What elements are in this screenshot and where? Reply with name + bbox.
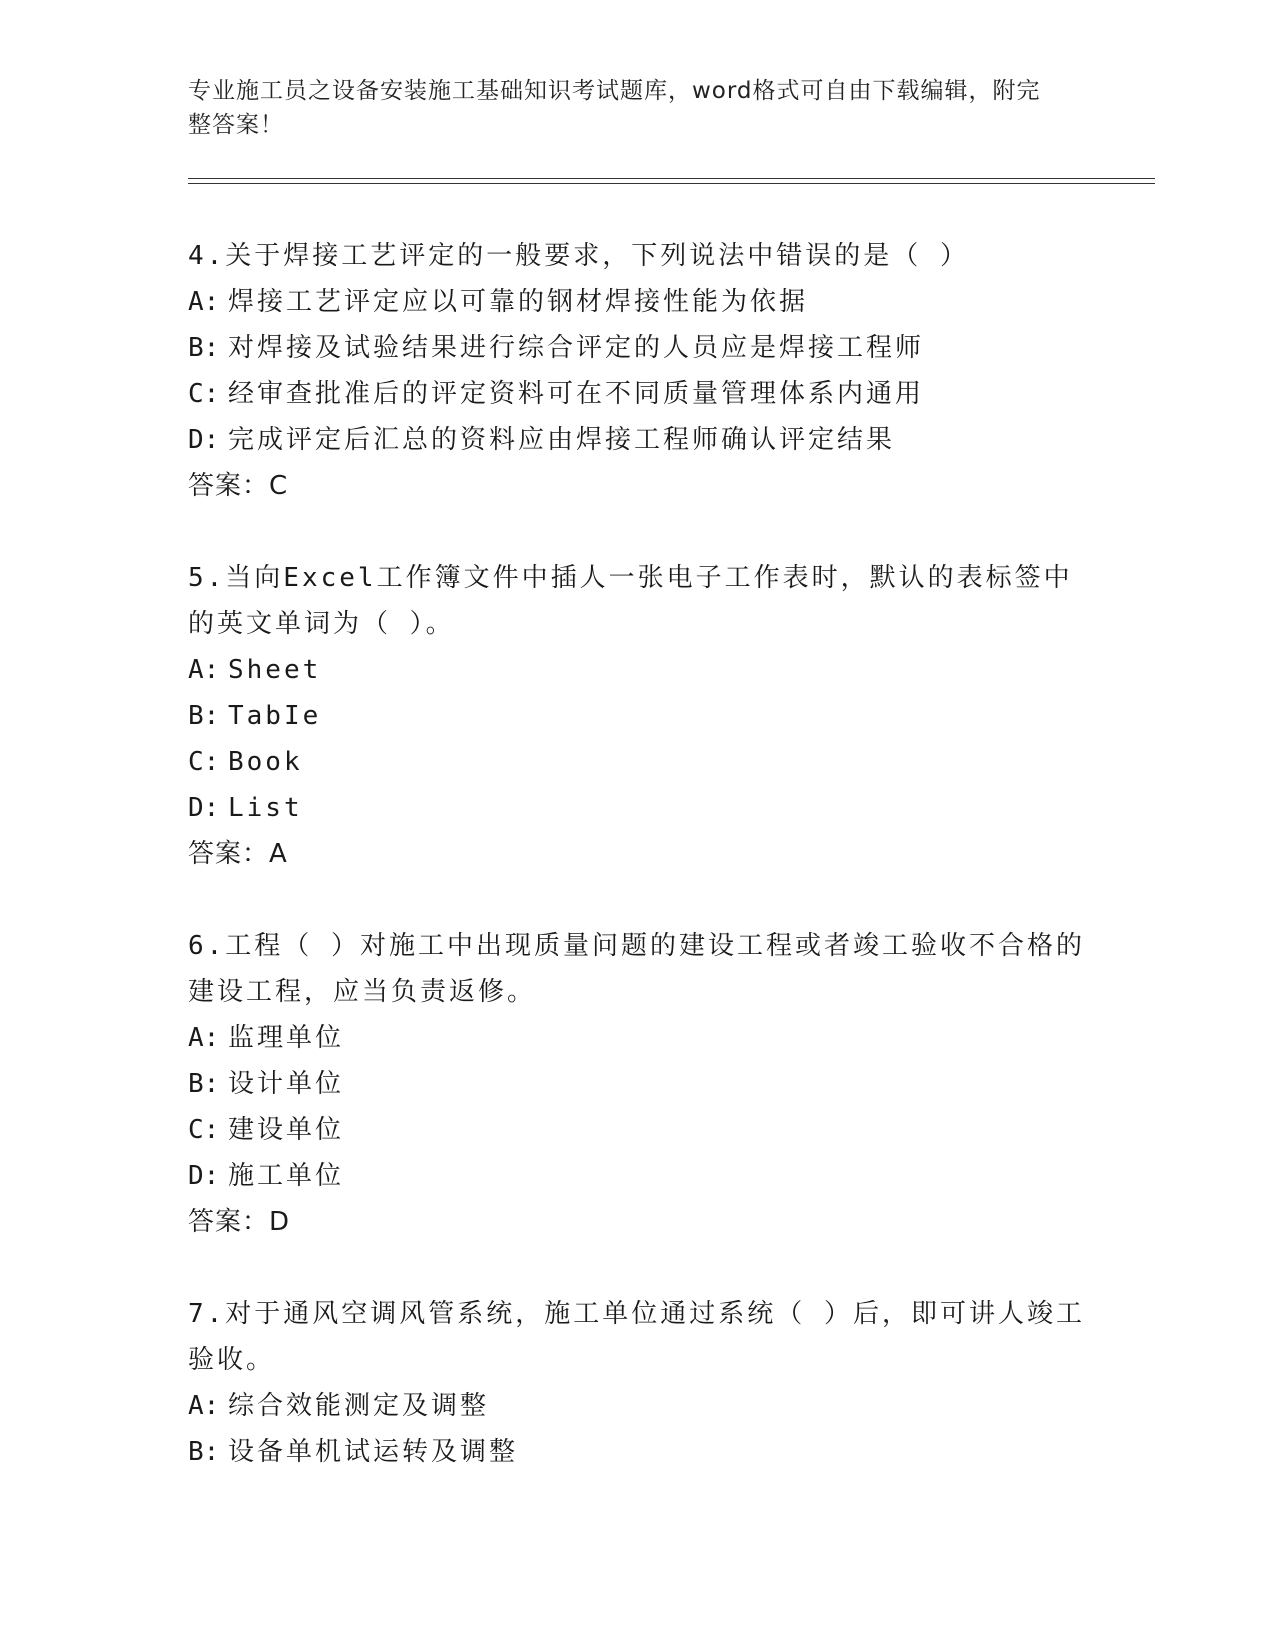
option-letter: D: — [188, 425, 220, 455]
option-letter: C: — [188, 379, 220, 409]
question-stem-line: 5.当向Excel工作簿文件中插人一张电子工作表时，默认的表标签中 — [188, 563, 1073, 593]
option-text: List — [228, 793, 303, 823]
option-text: 焊接工艺评定应以可靠的钢材焊接性能为依据 — [228, 287, 809, 317]
question-stem-line: 4.关于焊接工艺评定的一般要求，下列说法中错误的是（ ） — [188, 241, 969, 271]
option-text: 对焊接及试验结果进行综合评定的人员应是焊接工程师 — [228, 333, 925, 363]
option-letter: A: — [188, 1023, 220, 1053]
question-block — [188, 555, 1088, 877]
option-text: 完成评定后汇总的资料应由焊接工程师确认评定结果 — [228, 425, 896, 455]
option-row — [188, 1383, 1088, 1429]
answer-line: 答案：D — [188, 1207, 291, 1237]
header-divider-top — [188, 178, 1155, 179]
question-stem-line: 验收。 — [188, 1345, 276, 1375]
option-text: 施工单位 — [228, 1161, 345, 1191]
option-text: TabIe — [228, 701, 322, 731]
option-letter: A: — [188, 655, 220, 685]
header-line-1: 专业施工员之设备安装施工基础知识考试题库，word格式可自由下载编辑，附完 — [188, 78, 1041, 104]
question-block — [188, 233, 1088, 509]
option-letter: D: — [188, 1161, 220, 1191]
question-list — [188, 233, 1088, 1521]
option-text: 监理单位 — [228, 1023, 345, 1053]
option-letter: C: — [188, 747, 220, 777]
option-letter: B: — [188, 701, 220, 731]
option-text: 建设单位 — [228, 1115, 345, 1145]
option-row — [188, 371, 1088, 417]
option-row — [188, 1107, 1088, 1153]
option-text: Book — [228, 747, 303, 777]
option-row — [188, 647, 1088, 693]
header-line-2: 整答案！ — [188, 112, 284, 138]
option-row — [188, 417, 1088, 463]
option-row — [188, 1015, 1088, 1061]
question-stem-line: 建设工程，应当负责返修。 — [188, 977, 537, 1007]
option-row — [188, 785, 1088, 831]
option-letter: A: — [188, 1391, 220, 1421]
answer-line: 答案：C — [188, 471, 289, 501]
answer-line: 答案：A — [188, 839, 288, 869]
option-row — [188, 739, 1088, 785]
question-stem-line: 7.对于通风空调风管系统，施工单位通过系统（ ）后，即可讲人竣工 — [188, 1299, 1085, 1329]
option-text: 综合效能测定及调整 — [228, 1391, 490, 1421]
option-row — [188, 1429, 1088, 1475]
question-block — [188, 1291, 1088, 1475]
option-letter: D: — [188, 793, 220, 823]
option-text: 设计单位 — [228, 1069, 345, 1099]
option-text: Sheet — [228, 655, 322, 685]
option-row — [188, 693, 1088, 739]
question-stem-line: 6.工程（ ）对施工中出现质量问题的建设工程或者竣工验收不合格的 — [188, 931, 1085, 961]
option-row — [188, 1061, 1088, 1107]
option-text: 设备单机试运转及调整 — [228, 1437, 519, 1467]
question-stem-line: 的英文单词为（ ）。 — [188, 609, 455, 639]
option-row — [188, 325, 1088, 371]
option-text: 经审查批准后的评定资料可在不同质量管理体系内通用 — [228, 379, 925, 409]
header-divider-bottom — [188, 183, 1155, 184]
option-row — [188, 279, 1088, 325]
option-letter: C: — [188, 1115, 220, 1145]
option-letter: B: — [188, 1437, 220, 1467]
option-letter: A: — [188, 287, 220, 317]
document-header — [188, 74, 1068, 142]
option-row — [188, 1153, 1088, 1199]
question-block — [188, 923, 1088, 1245]
option-letter: B: — [188, 333, 220, 363]
option-letter: B: — [188, 1069, 220, 1099]
